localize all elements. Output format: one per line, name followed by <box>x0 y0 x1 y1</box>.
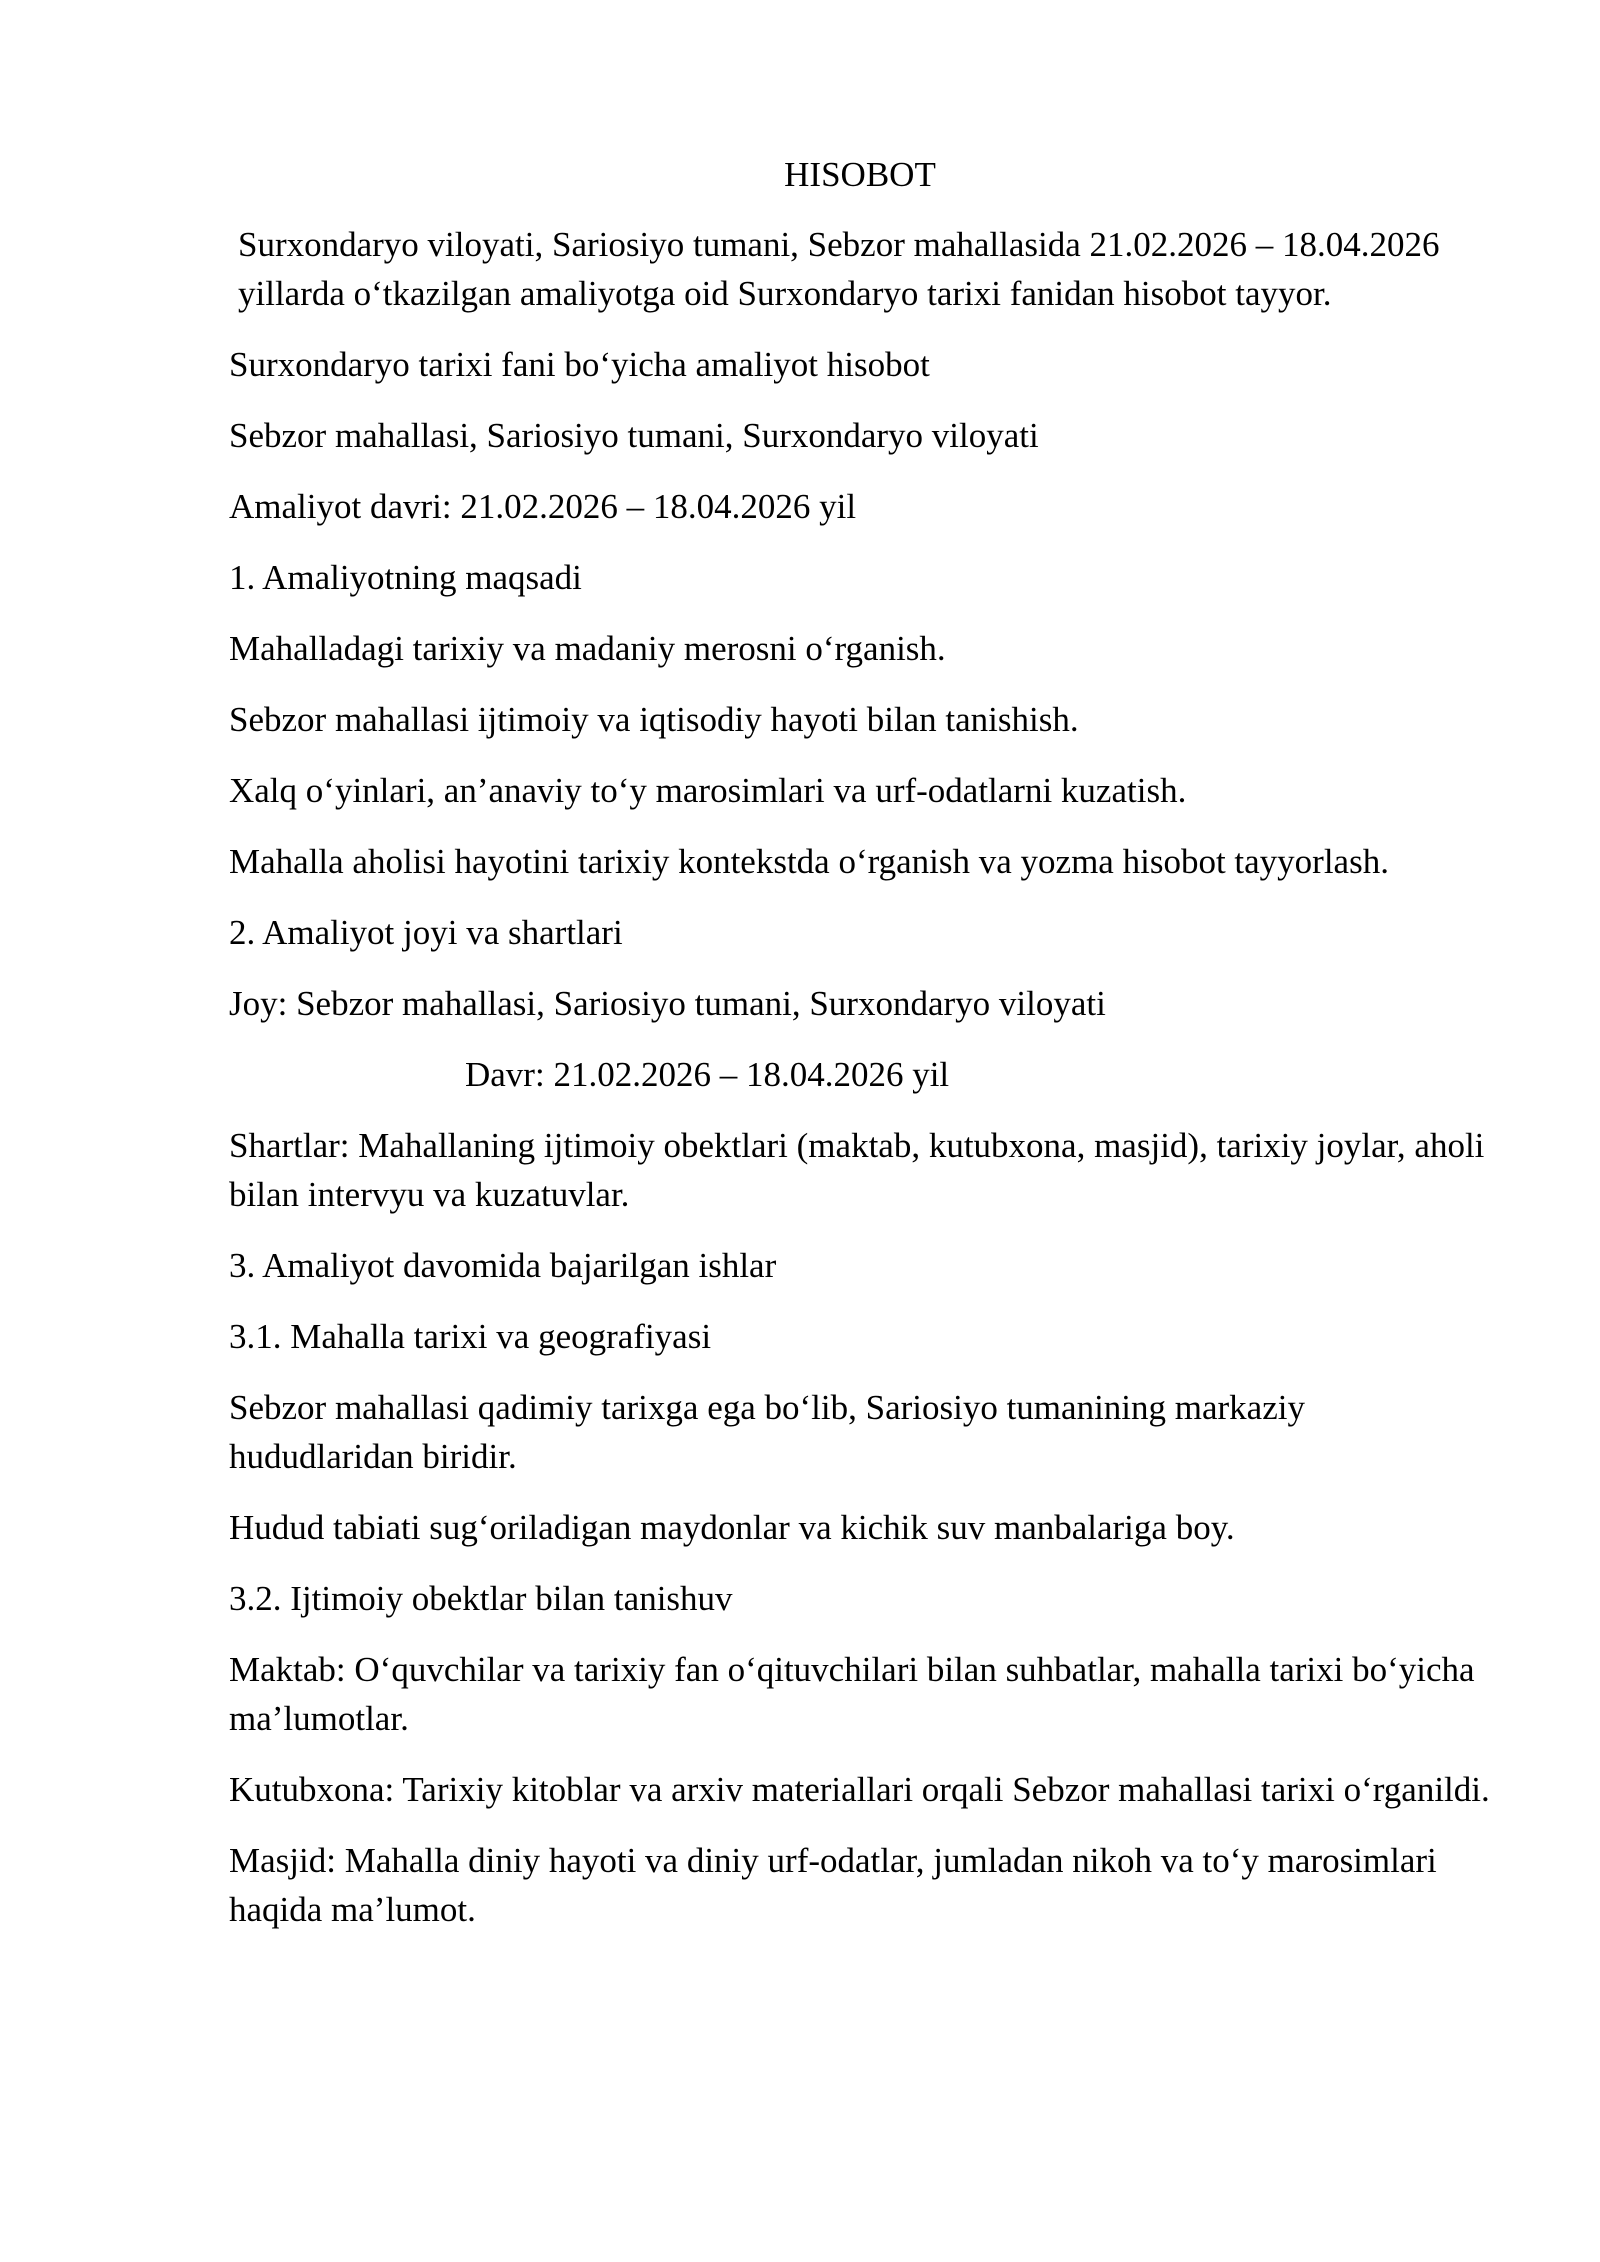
school-paragraph: Maktab: O‘quvchilar va tarixiy fan o‘qituvchilari bilan suhbatlar, mahalla tarixi bo‘yicha ma’lumotlar. <box>229 1650 1475 1738</box>
goal-item: Mahalla aholisi hayotini tarixiy kontekstda o‘rganish va yozma hisobot tayyorlash. <box>229 842 1389 881</box>
goal-item: Xalq o‘yinlari, an’anaviy to‘y marosimlari va urf-odatlarni kuzatish. <box>229 771 1187 810</box>
subsection-heading-social: 3.2. Ijtimoiy obektlar bilan tanishuv <box>229 1579 733 1618</box>
place-line: Joy: Sebzor mahallasi, Sariosiyo tumani, Surxondaryo viloyati <box>229 984 1106 1023</box>
document-body <box>229 150 1491 1956</box>
conditions-paragraph: Shartlar: Mahallaning ijtimoiy obektlari (maktab, kutubxona, masjid), tarixiy joylar, aholi bilan intervyu va kuzatuvlar. <box>229 1126 1485 1214</box>
section-heading-goals: 1. Amaliyotning maqsadi <box>229 558 582 597</box>
library-paragraph: Kutubxona: Tarixiy kitoblar va arxiv materiallari orqali Sebzor mahallasi tarixi o‘rganildi. <box>229 1770 1490 1809</box>
nature-paragraph: Hudud tabiati sug‘oriladigan maydonlar va kichik suv manbalariga boy. <box>229 1508 1235 1547</box>
section-heading-place: 2. Amaliyot joyi va shartlari <box>229 913 623 952</box>
report-location: Sebzor mahallasi, Sariosiyo tumani, Surxondaryo viloyati <box>229 416 1039 455</box>
report-subject: Surxondaryo tarixi fani bo‘yicha amaliyot hisobot <box>229 345 930 384</box>
goal-item: Sebzor mahallasi ijtimoiy va iqtisodiy hayoti bilan tanishish. <box>229 700 1079 739</box>
subsection-heading-history: 3.1. Mahalla tarixi va geografiyasi <box>229 1317 712 1356</box>
report-period: Amaliyot davri: 21.02.2026 – 18.04.2026 yil <box>229 487 857 526</box>
section-heading-work: 3. Amaliyot davomida bajarilgan ishlar <box>229 1246 777 1285</box>
document-title: HISOBOT <box>784 155 936 194</box>
period-line: Davr: 21.02.2026 – 18.04.2026 yil <box>465 1055 950 1094</box>
history-paragraph: Sebzor mahallasi qadimiy tarixga ega bo‘lib, Sariosiyo tumanining markaziy hududlaridan biridir. <box>229 1388 1305 1476</box>
intro-paragraph: Surxondaryo viloyati, Sariosiyo tumani, Sebzor mahallasida 21.02.2026 – 18.04.2026 yillarda o‘tkazilgan amaliyotga oid Surxondaryo tarixi fanidan hisobot tayyor. <box>238 225 1440 313</box>
goal-item: Mahalladagi tarixiy va madaniy merosni o‘rganish. <box>229 629 946 668</box>
mosque-paragraph: Masjid: Mahalla diniy hayoti va diniy urf-odatlar, jumladan nikoh va to‘y marosimlari haqida ma’lumot. <box>229 1841 1437 1929</box>
